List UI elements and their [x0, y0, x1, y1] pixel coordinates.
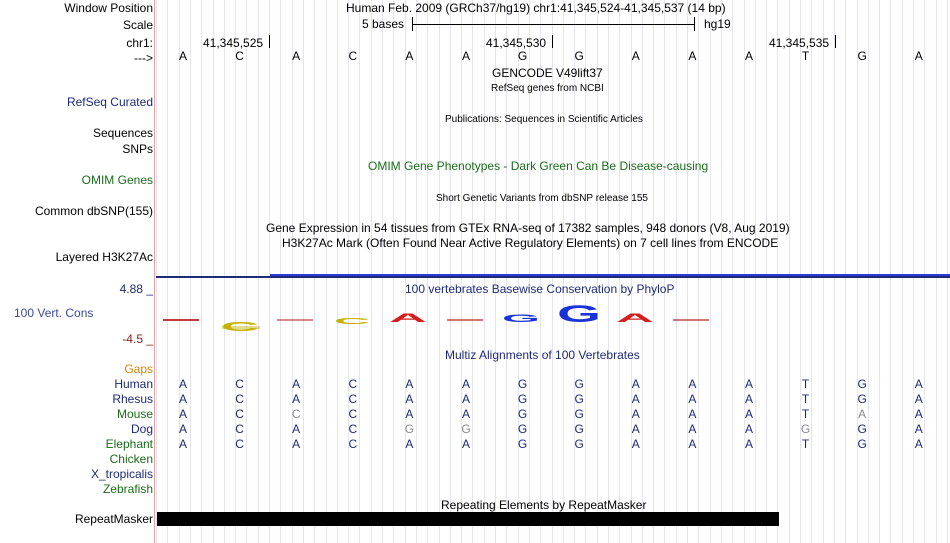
ruler-tick	[269, 35, 270, 48]
gridline	[156, 0, 157, 543]
phylop-logo	[0, 304, 950, 334]
gridline	[834, 0, 835, 543]
species-label-mouse[interactable]: Mouse	[116, 407, 153, 421]
aligned-base: C	[348, 437, 358, 451]
reference-base: A	[178, 49, 187, 63]
omim-track-title[interactable]: OMIM Gene Phenotypes - Dark Green Can Be Disease-causing	[368, 159, 709, 173]
aligned-base: A	[688, 377, 697, 391]
aligned-base: G	[574, 437, 584, 451]
aligned-base: A	[178, 422, 187, 436]
aligned-base: A	[178, 392, 187, 406]
aligned-base: A	[405, 377, 414, 391]
window-position-label: Window Position	[64, 1, 153, 15]
gridline	[348, 0, 349, 543]
reference-base: C	[235, 49, 244, 63]
scale-bar-left-tick	[412, 17, 413, 31]
reference-base: G	[517, 49, 528, 63]
repeatmasker-element-bar[interactable]	[157, 512, 779, 526]
aligned-base: A	[744, 392, 753, 406]
aligned-base: G	[574, 407, 584, 421]
aligned-base: A	[631, 437, 640, 451]
common-dbsnp-label[interactable]: Common dbSNP(155)	[34, 204, 153, 218]
aligned-base: A	[178, 407, 187, 421]
aligned-base: A	[292, 392, 301, 406]
reference-base: G	[574, 49, 584, 63]
phylop-max-label: 4.88 _	[119, 282, 153, 296]
aligned-base: A	[914, 392, 923, 406]
reference-base: A	[405, 49, 414, 63]
gridline	[608, 0, 609, 543]
h3k27ac-signal-highlight	[270, 274, 950, 276]
species-label-elephant[interactable]: Elephant	[105, 437, 153, 451]
h3k27ac-track-title[interactable]: H3K27Ac Mark (Often Found Near Active Regulatory Elements) on 7 cell lines from ENCODE	[282, 236, 779, 250]
aligned-base: G	[574, 377, 584, 391]
aligned-base: A	[292, 422, 301, 436]
gridline	[280, 0, 281, 543]
aligned-base: A	[405, 392, 414, 406]
aligned-base: A	[914, 422, 923, 436]
gridline	[913, 0, 914, 543]
gridline	[269, 0, 270, 543]
phylop-min-label: -4.5 _	[122, 332, 153, 346]
phylop-logo-base: G	[502, 313, 540, 325]
aligned-base: A	[292, 437, 301, 451]
aligned-base: T	[801, 392, 810, 406]
gridline	[755, 0, 756, 543]
gridline	[924, 0, 925, 543]
chrom-label: chr1:	[126, 36, 153, 50]
aligned-base: G	[517, 392, 528, 406]
gridline	[857, 0, 858, 543]
aligned-base: T	[801, 407, 810, 421]
scale-bases-text: 5 bases	[362, 17, 405, 31]
phylop-logo-base: A	[389, 311, 429, 325]
ruler-tick	[552, 35, 553, 48]
aligned-base: A	[744, 422, 753, 436]
aligned-base: C	[348, 377, 358, 391]
species-label-dog[interactable]: Dog	[130, 422, 153, 436]
aligned-base: A	[631, 377, 640, 391]
aligned-base: G	[517, 377, 528, 391]
phylop-bar	[277, 319, 313, 321]
scale-db-text: hg19	[704, 17, 731, 31]
aligned-base: A	[744, 407, 753, 421]
aligned-base: A	[688, 422, 697, 436]
strand-arrow-label: --->	[134, 51, 153, 65]
gridline	[777, 0, 778, 543]
phylop-bar	[163, 319, 199, 321]
aligned-base: A	[914, 437, 923, 451]
base-sequence-row	[0, 50, 950, 64]
gridline	[845, 0, 846, 543]
gridline	[484, 0, 485, 543]
gridline	[472, 0, 473, 543]
repeatmasker-label[interactable]: RepeatMasker	[74, 512, 153, 526]
aligned-base: C	[291, 407, 301, 421]
aligned-base: A	[744, 437, 753, 451]
gridline	[224, 0, 225, 543]
h3k27ac-signal-line	[156, 276, 950, 278]
gridline	[405, 0, 406, 543]
gridline	[698, 0, 699, 543]
gridline	[439, 0, 440, 543]
gridline	[631, 0, 632, 543]
gridline	[676, 0, 677, 543]
scale-bar-right-tick	[694, 17, 695, 31]
gridline	[303, 0, 304, 543]
species-label-chicken[interactable]: Chicken	[109, 452, 153, 466]
gaps-label[interactable]: Gaps	[124, 362, 153, 376]
phylop-bar	[673, 319, 709, 321]
gridline	[461, 0, 462, 543]
gridline	[371, 0, 372, 543]
aligned-base: A	[688, 437, 697, 451]
gridline	[258, 0, 259, 543]
aligned-base: G	[517, 437, 528, 451]
aligned-base: G	[857, 422, 867, 436]
reference-base: A	[688, 49, 697, 63]
aligned-base: G	[574, 422, 584, 436]
species-label-x-tropicalis[interactable]: X_tropicalis	[90, 467, 153, 481]
aligned-base: A	[631, 422, 640, 436]
gridline	[947, 0, 948, 543]
reference-base: G	[857, 49, 867, 63]
dbsnp-track-title[interactable]: Short Genetic Variants from dbSNP release 155	[436, 193, 648, 204]
aligned-base: A	[461, 377, 470, 391]
aligned-base: C	[348, 422, 358, 436]
aligned-base: A	[688, 392, 697, 406]
aligned-base: A	[292, 377, 301, 391]
repeatmasker-track-title[interactable]: Repeating Elements by RepeatMasker	[441, 498, 647, 512]
aligned-base: A	[914, 377, 923, 391]
aligned-base: G	[574, 392, 584, 406]
ruler-tick	[835, 35, 836, 48]
aligned-base: A	[914, 407, 923, 421]
aligned-base: G	[461, 422, 471, 436]
phylop-bar	[447, 319, 483, 321]
phylop-track-title[interactable]: 100 vertebrates Basewise Conservation by PhyloP	[405, 282, 675, 296]
reference-base: A	[914, 49, 923, 63]
gridline	[653, 0, 654, 543]
phylop-logo-base: C	[221, 319, 262, 334]
gridline	[902, 0, 903, 543]
aligned-base: A	[461, 407, 470, 421]
gridline	[687, 0, 688, 543]
gridline	[201, 0, 202, 543]
gridline	[744, 0, 745, 543]
snps-label[interactable]: SNPs	[122, 142, 153, 156]
gridline	[393, 0, 394, 543]
gtex-track-title[interactable]: Gene Expression in 54 tissues from GTEx RNA-seq of 17382 samples, 948 donors (V8, Aug 2019)	[266, 221, 790, 235]
aligned-base: T	[801, 437, 810, 451]
aligned-base: A	[858, 407, 867, 421]
aligned-base: A	[461, 392, 470, 406]
gridline	[450, 0, 451, 543]
species-label-rhesus[interactable]: Rhesus	[112, 392, 153, 406]
aligned-base: G	[857, 437, 867, 451]
aligned-base: A	[631, 407, 640, 421]
phylop-label[interactable]: 100 Vert. Cons	[14, 306, 94, 320]
aligned-base: G	[517, 407, 528, 421]
ruler-tick-label: 41,345,525	[203, 36, 264, 50]
sequences-label[interactable]: Sequences	[92, 126, 153, 140]
gridline	[823, 0, 824, 543]
reference-base: A	[631, 49, 640, 63]
aligned-base: C	[348, 392, 358, 406]
aligned-base: T	[801, 377, 810, 391]
gridline	[179, 0, 180, 543]
species-label-human[interactable]: Human	[114, 377, 153, 391]
gridline	[337, 0, 338, 543]
aligned-base: C	[235, 437, 244, 451]
gridline	[811, 0, 812, 543]
aligned-base: A	[405, 407, 414, 421]
gridline	[868, 0, 869, 543]
reference-base: A	[292, 49, 301, 63]
gridline	[766, 0, 767, 543]
aligned-base: A	[744, 377, 753, 391]
gridline	[190, 0, 191, 543]
gridline	[292, 0, 293, 543]
gridline	[800, 0, 801, 543]
refseq-track-title[interactable]: RefSeq genes from NCBI	[491, 83, 604, 94]
aligned-base: A	[631, 392, 640, 406]
aligned-base: C	[235, 392, 244, 406]
gridline	[936, 0, 937, 543]
gridline	[642, 0, 643, 543]
gridline	[732, 0, 733, 543]
aligned-base: A	[178, 437, 187, 451]
aligned-base: A	[178, 377, 187, 391]
scale-label: Scale	[122, 18, 153, 32]
aligned-base: A	[688, 407, 697, 421]
aligned-base: G	[517, 422, 528, 436]
reference-base: A	[461, 49, 470, 63]
publications-track-title[interactable]: Publications: Sequences in Scientific Articles	[445, 114, 643, 125]
gridline	[427, 0, 428, 543]
ruler-tick-label: 41,345,535	[769, 36, 830, 50]
gridline	[235, 0, 236, 543]
gridline	[789, 0, 790, 543]
assembly-position-text: Human Feb. 2009 (GRCh37/hg19) chr1:41,345,524-41,345,537 (14 bp)	[346, 1, 726, 15]
gridline	[246, 0, 247, 543]
layered-h3k27ac-label[interactable]: Layered H3K27Ac	[55, 250, 153, 264]
species-label-zebrafish[interactable]: Zebrafish	[102, 482, 153, 496]
aligned-base: A	[405, 437, 414, 451]
aligned-base: C	[235, 377, 244, 391]
scale-bar	[412, 24, 695, 25]
gridline	[664, 0, 665, 543]
gridline	[619, 0, 620, 543]
gridline	[326, 0, 327, 543]
aligned-base: C	[235, 422, 244, 436]
gridline	[314, 0, 315, 543]
aligned-base: G	[857, 377, 867, 391]
gencode-track-title[interactable]: GENCODE V49lift37	[492, 66, 603, 80]
refseq-curated-label[interactable]: RefSeq Curated	[66, 95, 153, 109]
phylop-logo-base: A	[616, 311, 656, 325]
aligned-base: G	[404, 422, 415, 436]
phylop-logo-base: G	[557, 304, 601, 328]
phylop-bar	[222, 326, 260, 329]
gridline	[382, 0, 383, 543]
gridline	[416, 0, 417, 543]
omim-genes-label[interactable]: OMIM Genes	[81, 173, 153, 187]
gridline	[721, 0, 722, 543]
gridline	[890, 0, 891, 543]
ruler-tick-label: 41,345,530	[486, 36, 547, 50]
gridline	[167, 0, 168, 543]
phylop-logo-base: C	[334, 317, 372, 326]
gridline	[879, 0, 880, 543]
gridline	[710, 0, 711, 543]
aligned-base: C	[348, 407, 358, 421]
aligned-base: G	[857, 392, 867, 406]
reference-base: T	[801, 49, 810, 63]
aligned-base: A	[461, 437, 470, 451]
aligned-base: G	[800, 422, 811, 436]
multiz-track-title[interactable]: Multiz Alignments of 100 Vertebrates	[445, 348, 640, 362]
gridline	[359, 0, 360, 543]
gridline	[213, 0, 214, 543]
label-separator	[154, 0, 155, 543]
aligned-base: C	[235, 407, 244, 421]
reference-base: C	[348, 49, 358, 63]
reference-base: A	[744, 49, 753, 63]
